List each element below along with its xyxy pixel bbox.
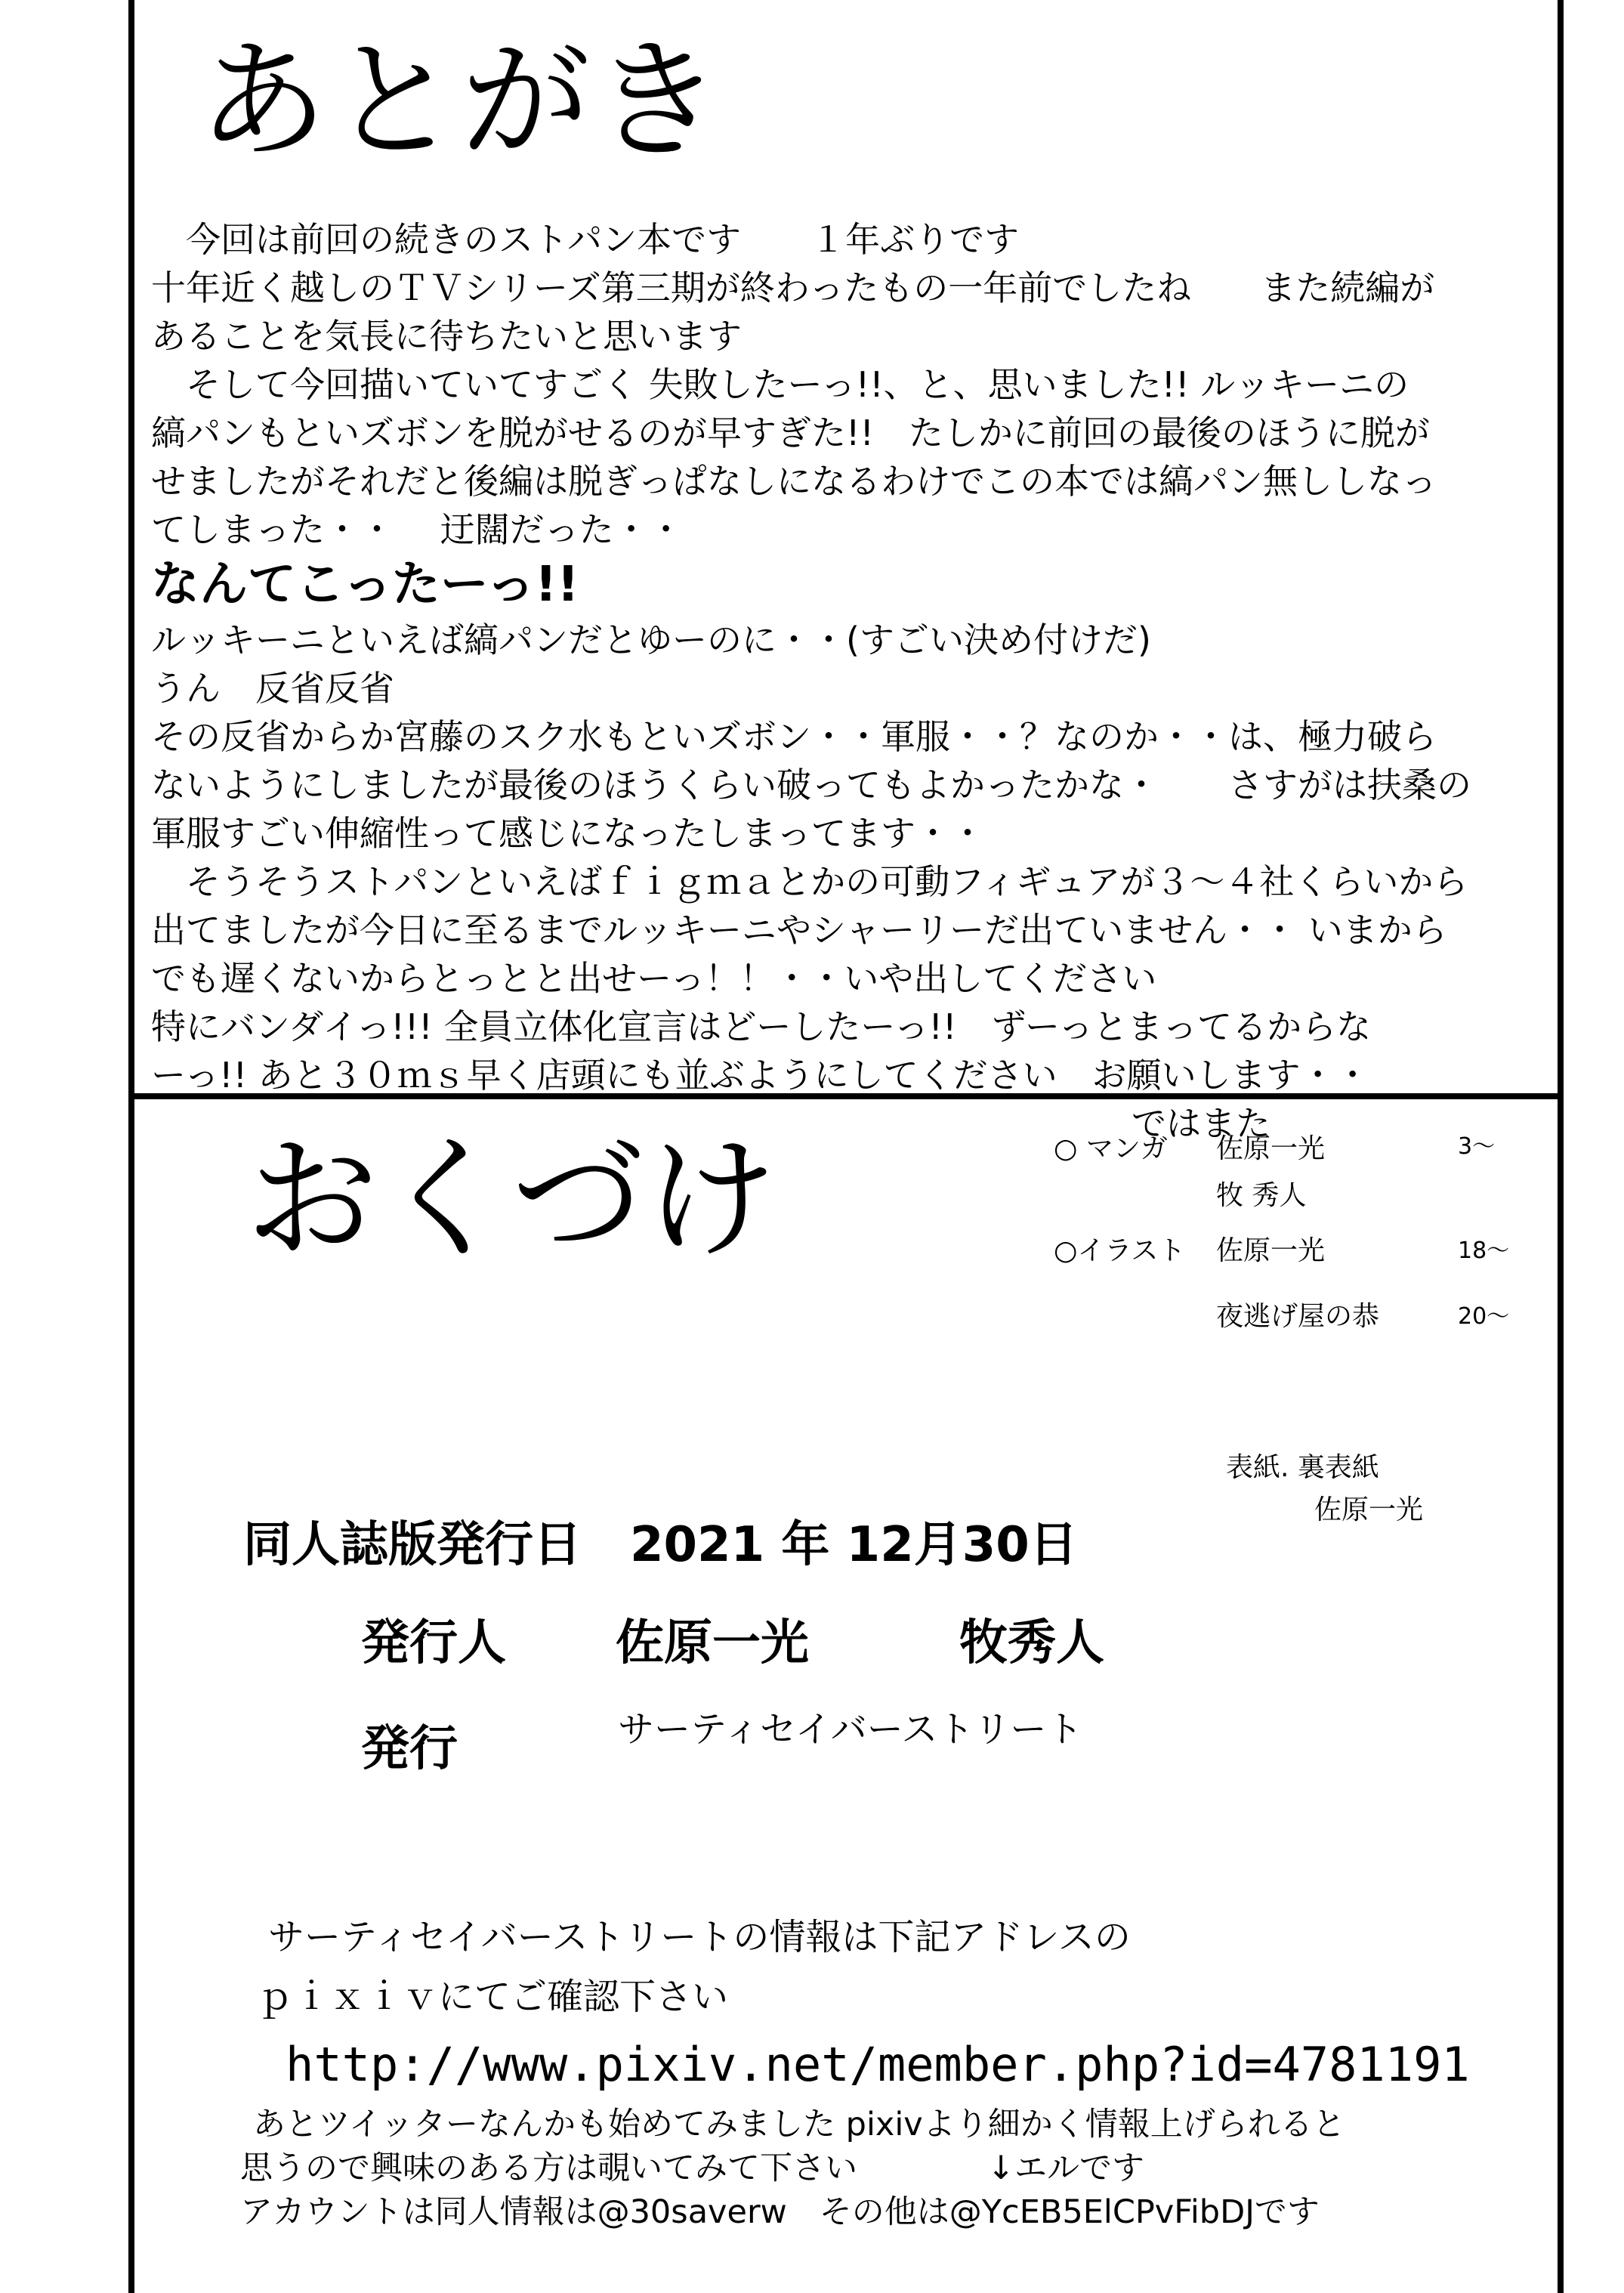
credit-illust-artist2: 夜逃げ屋の恭 (1216, 1301, 1380, 1332)
afterword-line: そして今回描いていてすごく 失敗したーっ!!、と、思いました!! ルッキーニの (151, 364, 1409, 405)
afterword-line: てしまった・・ 迂闊だった・・ (151, 509, 684, 550)
afterword-line: そうそうストパンといえばｆｉｇｍａとかの可動フィギュアが３～４社くらいから (151, 861, 1468, 902)
afterword-title: あとがき (198, 25, 724, 177)
afterword-closing: ではまた (1132, 1103, 1270, 1144)
afterword-line: 軍服すごい伸縮性って感じになったしまってます・・ (151, 813, 985, 854)
colophon-title: おくづけ (245, 1122, 778, 1277)
credit-manga-page: 3～ (1458, 1133, 1496, 1160)
credit-manga-label: ○ マンガ (1054, 1133, 1168, 1164)
twitter-line-1: あとツイッターなんかも始めてみました pixivより細かく情報上げられると (253, 2106, 1345, 2143)
twitter-line-2: 思うので興味のある方は覗いてみて下さい ↓エルです (240, 2149, 1145, 2187)
afterword-line: その反省からか宮藤のスク水もといズボン・・軍服・・？なのか・・は、極力破ら (151, 716, 1437, 757)
afterword-line: ないようにしましたが最後のほうくらい破ってもよかったかな・ さすがは扶桑の (151, 765, 1471, 805)
afterword-exclaim: なんてこったーっ!! (151, 557, 579, 613)
credit-illust-page2: 20～ (1458, 1303, 1510, 1330)
right-border (1558, 0, 1564, 2293)
info-line-2: ｐｉｘｉｖにてご確認下さい (257, 1976, 729, 2018)
afterword-line: 特にバンダイっ!!! 全員立体化宣言はどーしたーっ!! ずーっとまってるからな (151, 1006, 1372, 1047)
issuer-name: サーティセイバーストリート (618, 1708, 1083, 1751)
twitter-line-3: アカウントは同人情報は@30saverw その他は@YcEB5ElCPvFibDJです (240, 2193, 1320, 2231)
credit-manga-artist2: 牧 秀人 (1216, 1180, 1307, 1211)
publisher-label: 発行人 (361, 1615, 506, 1671)
issuer-label: 発行 (361, 1721, 458, 1777)
afterword-line: ーっ!! あと３０ｍｓ早く店頭にも並ぶようにしてください お願いします・・ (151, 1055, 1370, 1096)
pixiv-url[interactable]: http://www.pixiv.net/member.php?id=4781191 (286, 2037, 1470, 2092)
credit-illust-label: ○イラスト (1054, 1235, 1186, 1266)
afterword-line: あることを気長に待ちたいと思います (151, 316, 742, 357)
credit-manga-artist1: 佐原一光 (1216, 1133, 1326, 1164)
afterword-line: 今回は前回の続きのストパン本です １年ぶりです (151, 219, 1020, 260)
credit-illust-artist1: 佐原一光 (1216, 1235, 1326, 1266)
afterword-line: ルッキーニといえば縞パンだとゆーのに・・(すごい決め付けだ) (151, 620, 1151, 660)
credit-cover-artist: 佐原一光 (1314, 1494, 1424, 1525)
publisher-name-1: 佐原一光 (616, 1615, 809, 1671)
afterword-line: でも遅くないからとっとと出せーっ！！・・いや出してください (151, 958, 1157, 999)
credit-cover-label: 表紙. 裏表紙 (1226, 1452, 1379, 1483)
info-line-1: サーティセイバーストリートの情報は下記アドレスの (268, 1916, 1131, 1958)
afterword-line: 出てましたが今日に至るまでルッキーニやシャーリーだ出ていません・・ いまから (151, 910, 1447, 950)
afterword-body (151, 215, 1548, 1148)
afterword-line: 十年近く越しのＴＶシリーズ第三期が終わったもの一年前でしたね また続編が (151, 267, 1435, 308)
afterword-line: 縞パンもといズボンを脱がせるのが早すぎた!! たしかに前回の最後のほうに脱が (151, 413, 1430, 453)
credit-illust-page1: 18～ (1458, 1238, 1510, 1264)
afterword-line: せましたがそれだと後編は脱ぎっぱなしになるわけでこの本では縞パン無ししなっ (151, 461, 1437, 502)
publisher-name-2: 牧秀人 (959, 1615, 1104, 1671)
afterword-line: うん 反省反省 (151, 668, 394, 709)
left-border (128, 0, 134, 2293)
issue-date: 同人誌版発行日 2021 年 12月30日 (243, 1517, 1078, 1573)
